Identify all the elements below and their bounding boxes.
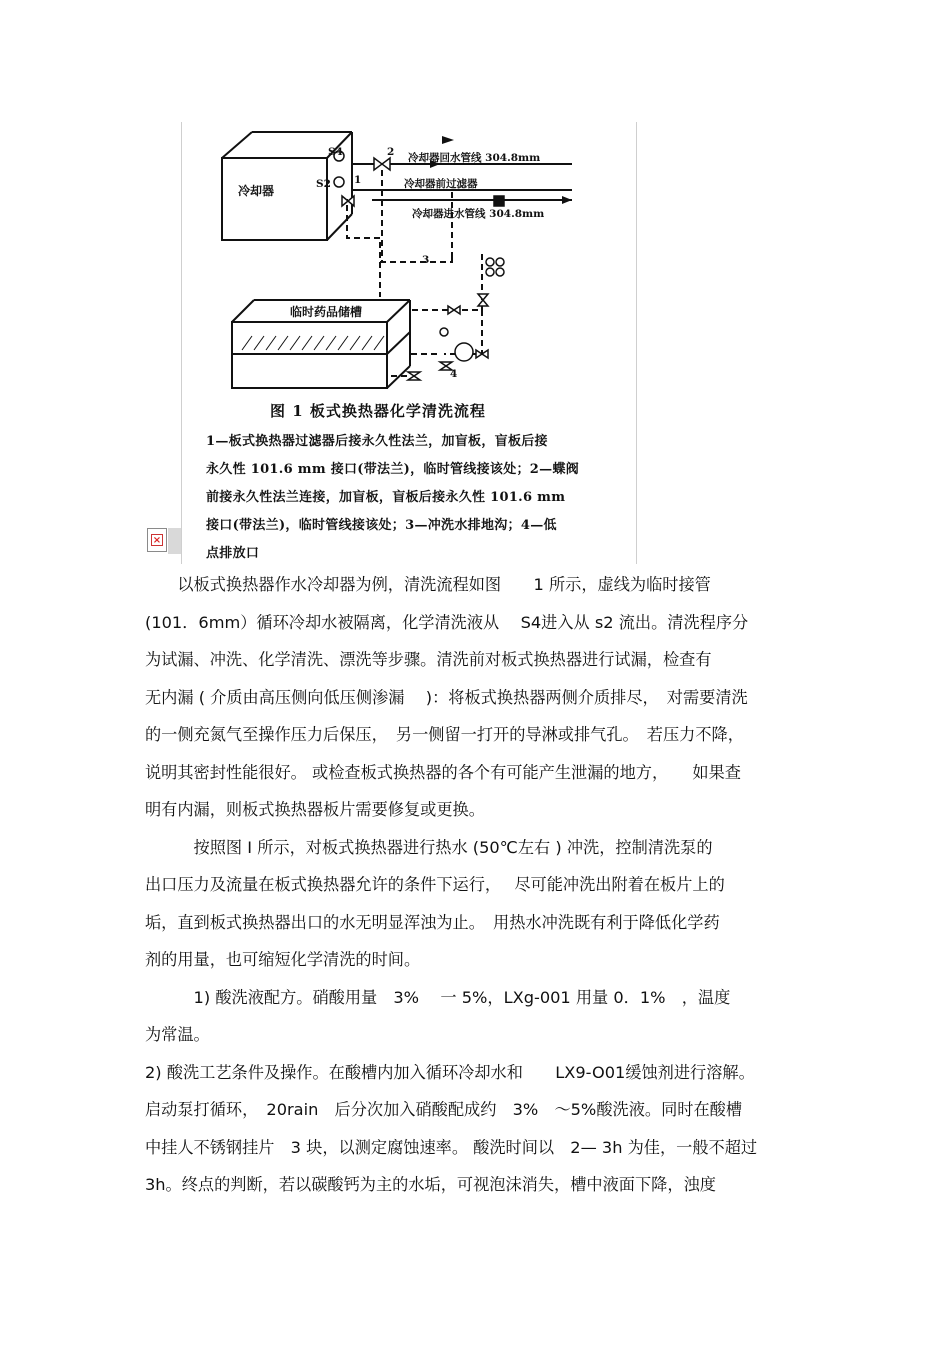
label-s2: S2: [316, 178, 331, 190]
label-2: 2: [387, 146, 395, 158]
image-placeholder-edge: [168, 528, 181, 554]
label-pre-filter: 冷却器前过滤器: [404, 178, 478, 190]
flow-diagram-figure: [181, 122, 637, 564]
figure-note-line: 1—板式换热器过滤器后接永久性法兰，加盲板，盲板后接: [206, 434, 548, 449]
body-line: 出口压力及流量在板式换热器允许的条件下运行， 尽可能冲洗出附着在板片上的: [145, 875, 725, 894]
body-line: 垢，直到板式换热器出口的水无明显浑浊为止。 用热水冲洗既有利于降低化学药: [145, 912, 720, 932]
label-inlet-line: 冷却器进水管线 304.8mm: [412, 208, 545, 220]
broken-image-icon: ×: [147, 528, 167, 552]
figure-note-line: 点排放口: [206, 546, 260, 561]
body-line: 1) 酸洗液配方。硝酸用量 3% 一 5%，LXg-001 用量 0．1% ，温度: [145, 987, 731, 1007]
body-line: 中挂人不锈钢挂片 3 块，以测定腐蚀速率。 酸洗时间以 2— 3h 为佳，一般不超过: [145, 1137, 758, 1157]
figure-note-line: 前接永久性法兰连接，加盲板，盲板后接永久性 101.6 mm: [206, 490, 566, 505]
figure-caption-title: 图 1 板式换热器化学清洗流程: [270, 402, 486, 420]
figure-note-line: 永久性 101.6 mm 接口(带法兰)，临时管线接该处；2—蝶阀: [206, 462, 580, 477]
label-3: 3: [422, 254, 430, 266]
body-line: 3h。终点的判断，若以碳酸钙为主的水垢，可视泡沫消失，槽中液面下降，浊度: [145, 1175, 716, 1194]
body-line: 为常温。: [145, 1025, 210, 1044]
body-line: 无内漏 ( 介质由高压侧向低压侧渗漏 )：将板式换热器两侧介质排尽， 对需要清洗: [145, 687, 748, 707]
label-s4: S4: [328, 146, 343, 158]
figure-note-line: 接口(带法兰)，临时管线接该处；3—冲洗水排地沟；4—低: [206, 518, 557, 533]
body-line: (101．6mm）循环冷却水被隔离，化学清洗液从 S4进入从 s2 流出。清洗程序分: [145, 612, 749, 632]
body-line: 剂的用量，也可缩短化学清洗的时间。: [145, 950, 421, 969]
body-line: 按照图 Ⅰ 所示，对板式换热器进行热水 (50℃左右 ) 冲洗，控制清洗泵的: [145, 837, 713, 857]
label-4: 4: [450, 368, 458, 380]
body-line: 的一侧充氮气至操作压力后保压， 另一侧留一打开的导淋或排气孔。 若压力不降，: [145, 725, 744, 744]
body-text: [145, 566, 810, 1204]
body-line: 为试漏、冲洗、化学清洗、漂洗等步骤。清洗前对板式换热器进行试漏，检查有: [145, 650, 712, 669]
body-line: 明有内漏，则板式换热器板片需要修复或更换。: [145, 800, 485, 819]
body-line: 2) 酸洗工艺条件及操作。在酸槽内加入循环冷却水和 LX9-O01缓蚀剂进行溶解。: [145, 1062, 755, 1082]
label-tank: 临时药品储槽: [290, 305, 363, 319]
label-return-line: 冷却器回水管线 304.8mm: [408, 152, 541, 164]
body-line: 以板式换热器作水冷却器为例，清洗流程如图 1 所示，虚线为临时接管: [145, 575, 711, 594]
cooler-box: [222, 158, 327, 240]
label-cooler: 冷却器: [238, 184, 275, 198]
label-1: 1: [354, 174, 362, 186]
body-line: 说明其密封性能很好。 或检查板式换热器的各个有可能产生泄漏的地方， 如果查: [145, 762, 741, 782]
body-line: 启动泵打循环， 20rain 后分次加入硝酸配成约 3% ～5%酸洗液。同时在酸槽: [145, 1100, 743, 1119]
